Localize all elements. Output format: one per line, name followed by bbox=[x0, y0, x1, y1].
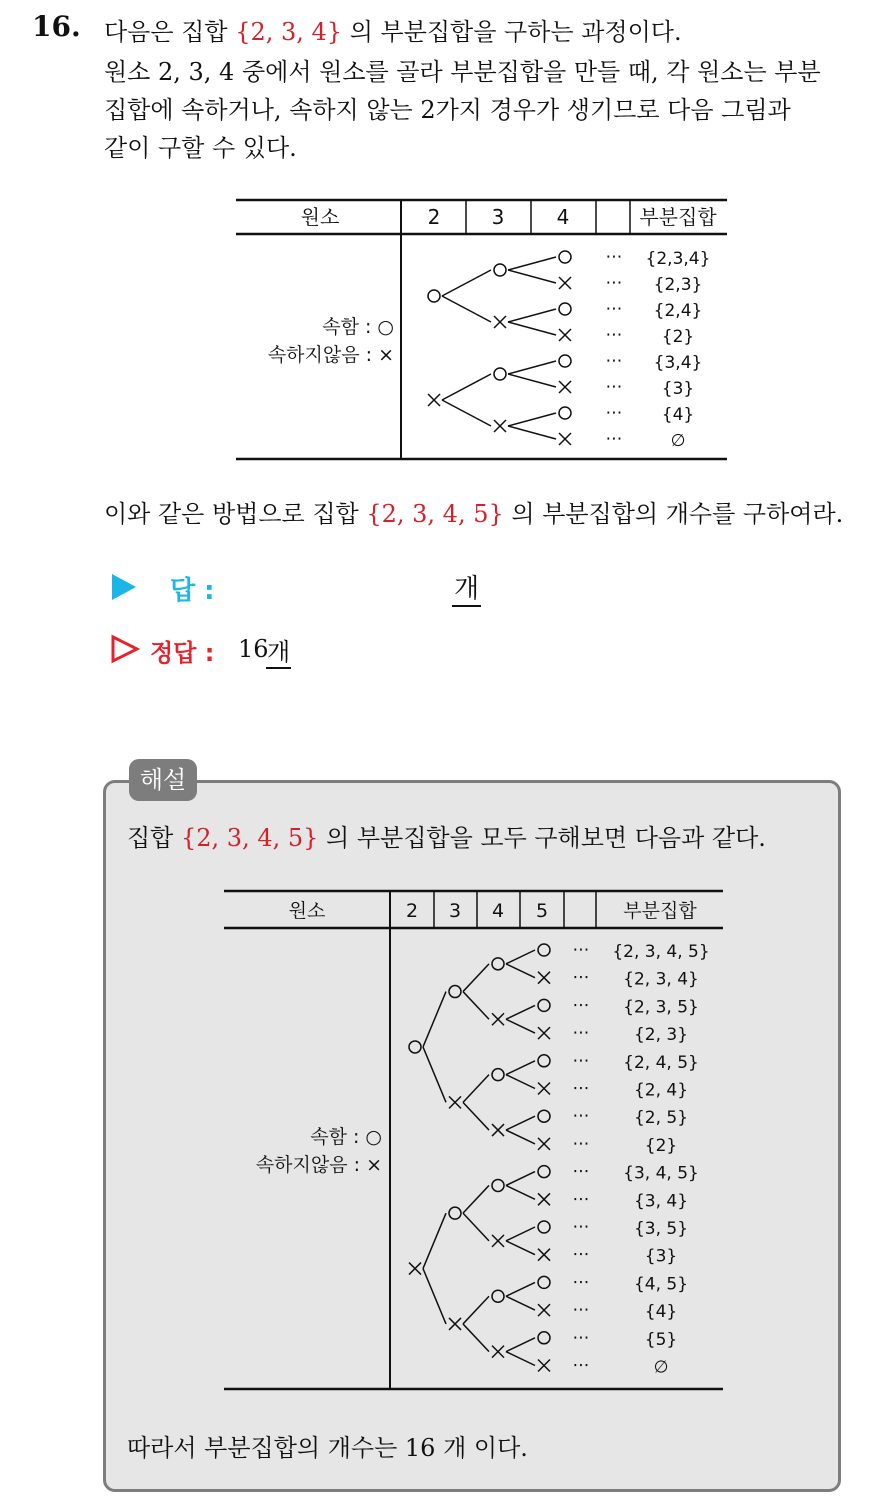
ellipsis: ⋯ bbox=[572, 1161, 590, 1182]
ellipsis: ⋯ bbox=[572, 967, 590, 988]
circle-mark-icon bbox=[538, 1276, 550, 1288]
subset-label: {3} bbox=[644, 1246, 678, 1267]
subset-label: {3, 4} bbox=[633, 1191, 689, 1212]
subset-label: ∅ bbox=[670, 431, 686, 451]
subset-label: {2,4} bbox=[653, 301, 703, 321]
cross-mark-icon bbox=[449, 1318, 461, 1330]
subset-label: {2} bbox=[661, 327, 695, 347]
problem-line-3: 집합에 속하거나, 속하지 않는 2가지 경우가 생기므로 다음 그림과 bbox=[104, 96, 791, 124]
circle-mark-icon bbox=[538, 1055, 550, 1067]
column-header: 2 bbox=[405, 900, 419, 922]
ellipsis: ⋯ bbox=[572, 1078, 590, 1099]
circle-mark-icon bbox=[409, 1041, 421, 1053]
column-header: 원소 bbox=[288, 900, 326, 922]
legend-not-belong: 속하지않음 : × bbox=[267, 344, 394, 366]
circle-mark-icon bbox=[492, 958, 504, 970]
circle-mark-icon bbox=[538, 999, 550, 1011]
ellipsis: ⋯ bbox=[572, 1355, 590, 1376]
ellipsis: ⋯ bbox=[572, 1133, 590, 1154]
ellipsis: ⋯ bbox=[572, 1327, 590, 1348]
correct-answer-label: 정답 : bbox=[150, 639, 215, 667]
ellipsis: ⋯ bbox=[572, 995, 590, 1016]
circle-mark-icon bbox=[449, 1207, 461, 1219]
explanation-tag: 해설 bbox=[129, 759, 197, 801]
circle-mark-icon bbox=[538, 1332, 550, 1344]
subset-label: {2, 3, 5} bbox=[623, 997, 699, 1018]
ellipsis: ⋯ bbox=[605, 273, 623, 293]
subset-label: {2,3} bbox=[653, 275, 703, 295]
ellipsis: ⋯ bbox=[572, 1300, 590, 1321]
subset-label: {4} bbox=[644, 1302, 678, 1323]
subset-label: {2} bbox=[644, 1135, 678, 1156]
subset-label: {3, 4, 5} bbox=[623, 1163, 699, 1184]
ellipsis: ⋯ bbox=[572, 1189, 590, 1210]
cross-mark-icon bbox=[538, 1138, 550, 1150]
column-header: 4 bbox=[556, 205, 570, 229]
set-notation: {2, 3, 4} bbox=[235, 18, 343, 46]
problem-line-1: 다음은 집합 {2, 3, 4} 의 부분집합을 구하는 과정이다. bbox=[104, 18, 682, 46]
subset-label: {2, 3} bbox=[633, 1025, 689, 1046]
cross-mark-icon bbox=[538, 1249, 550, 1261]
circle-mark-icon bbox=[492, 1290, 504, 1302]
circle-mark-icon bbox=[538, 1166, 550, 1178]
ellipsis: ⋯ bbox=[572, 1050, 590, 1071]
circle-mark-icon bbox=[538, 1221, 550, 1233]
circle-mark-icon bbox=[449, 986, 461, 998]
legend-belong: 속함 : ○ bbox=[322, 316, 394, 338]
subset-label: {3, 5} bbox=[633, 1219, 689, 1239]
cross-mark-icon bbox=[538, 1027, 550, 1039]
ellipsis: ⋯ bbox=[605, 351, 623, 371]
answer-unit: 개 bbox=[452, 568, 481, 607]
cross-mark-icon bbox=[409, 1263, 421, 1275]
circle-mark-icon bbox=[538, 944, 550, 956]
subset-label: {2, 3, 4, 5} bbox=[612, 942, 710, 962]
ellipsis: ⋯ bbox=[572, 1217, 590, 1237]
column-header: 2 bbox=[427, 205, 441, 229]
column-header: 3 bbox=[448, 900, 462, 922]
cross-mark-icon bbox=[538, 1360, 550, 1372]
ellipsis: ⋯ bbox=[605, 325, 623, 345]
correct-answer-value: 16 bbox=[238, 635, 269, 663]
column-header: 5 bbox=[535, 900, 549, 922]
ellipsis: ⋯ bbox=[572, 1023, 590, 1044]
subset-label: {2, 4, 5} bbox=[623, 1052, 699, 1073]
legend-not-belong: 속하지않음 : × bbox=[255, 1154, 382, 1176]
explanation-conclusion: 따라서 부분집합의 개수는 16 개 이다. bbox=[127, 1434, 528, 1462]
circle-mark-icon bbox=[492, 1069, 504, 1081]
set-notation: {2, 3, 4, 5} bbox=[181, 824, 319, 852]
column-header: 원소 bbox=[300, 205, 340, 229]
cross-mark-icon bbox=[492, 1013, 504, 1025]
subset-label: {4} bbox=[661, 405, 695, 425]
column-header: 3 bbox=[491, 205, 505, 229]
correct-answer-unit: 개 bbox=[266, 632, 291, 669]
subset-label: {4, 5} bbox=[633, 1274, 689, 1295]
column-header: 4 bbox=[491, 900, 505, 922]
cross-mark-icon bbox=[492, 1235, 504, 1247]
explanation-intro: 집합 {2, 3, 4, 5} 의 부분집합을 모두 구해보면 다음과 같다. bbox=[127, 824, 766, 852]
set-notation: {2, 3, 4, 5} bbox=[366, 500, 504, 528]
circle-mark-icon bbox=[492, 1179, 504, 1191]
subset-label: {2, 5} bbox=[633, 1108, 689, 1129]
ellipsis: ⋯ bbox=[605, 247, 623, 267]
cross-mark-icon bbox=[492, 1346, 504, 1358]
answer-label: 답 : bbox=[170, 576, 215, 606]
ellipsis: ⋯ bbox=[605, 377, 623, 397]
ellipsis: ⋯ bbox=[605, 429, 623, 449]
ellipsis: ⋯ bbox=[572, 940, 590, 960]
ellipsis: ⋯ bbox=[605, 299, 623, 319]
cross-mark-icon bbox=[538, 1083, 550, 1095]
question-line: 이와 같은 방법으로 집합 {2, 3, 4, 5} 의 부분집합의 개수를 구하여라. bbox=[104, 500, 844, 528]
cross-mark-icon bbox=[538, 972, 550, 984]
column-header: 부분집합 bbox=[623, 900, 697, 922]
cross-mark-icon bbox=[538, 1193, 550, 1205]
subset-label: {2,3,4} bbox=[645, 249, 711, 269]
legend-belong: 속함 : ○ bbox=[310, 1126, 382, 1148]
subset-label: {3} bbox=[661, 379, 695, 399]
column-header: 부분집합 bbox=[639, 205, 717, 229]
subset-label: {2, 4} bbox=[633, 1080, 689, 1101]
subset-label: {3,4} bbox=[653, 353, 703, 373]
subset-label: {5} bbox=[644, 1329, 678, 1350]
cross-mark-icon bbox=[449, 1096, 461, 1108]
ellipsis: ⋯ bbox=[572, 1106, 590, 1127]
cross-mark-icon bbox=[492, 1124, 504, 1136]
ellipsis: ⋯ bbox=[572, 1272, 590, 1293]
subset-label: ∅ bbox=[653, 1357, 669, 1378]
ellipsis: ⋯ bbox=[605, 403, 623, 423]
ellipsis: ⋯ bbox=[572, 1244, 590, 1265]
problem-line-4: 같이 구할 수 있다. bbox=[104, 134, 297, 162]
problem-number: 16. bbox=[32, 10, 81, 43]
circle-mark-icon bbox=[538, 1110, 550, 1122]
subset-label: {2, 3, 4} bbox=[623, 969, 699, 990]
cross-mark-icon bbox=[538, 1304, 550, 1316]
problem-line-2: 원소 2, 3, 4 중에서 원소를 골라 부분집합을 만들 때, 각 원소는 부분 bbox=[104, 58, 821, 86]
